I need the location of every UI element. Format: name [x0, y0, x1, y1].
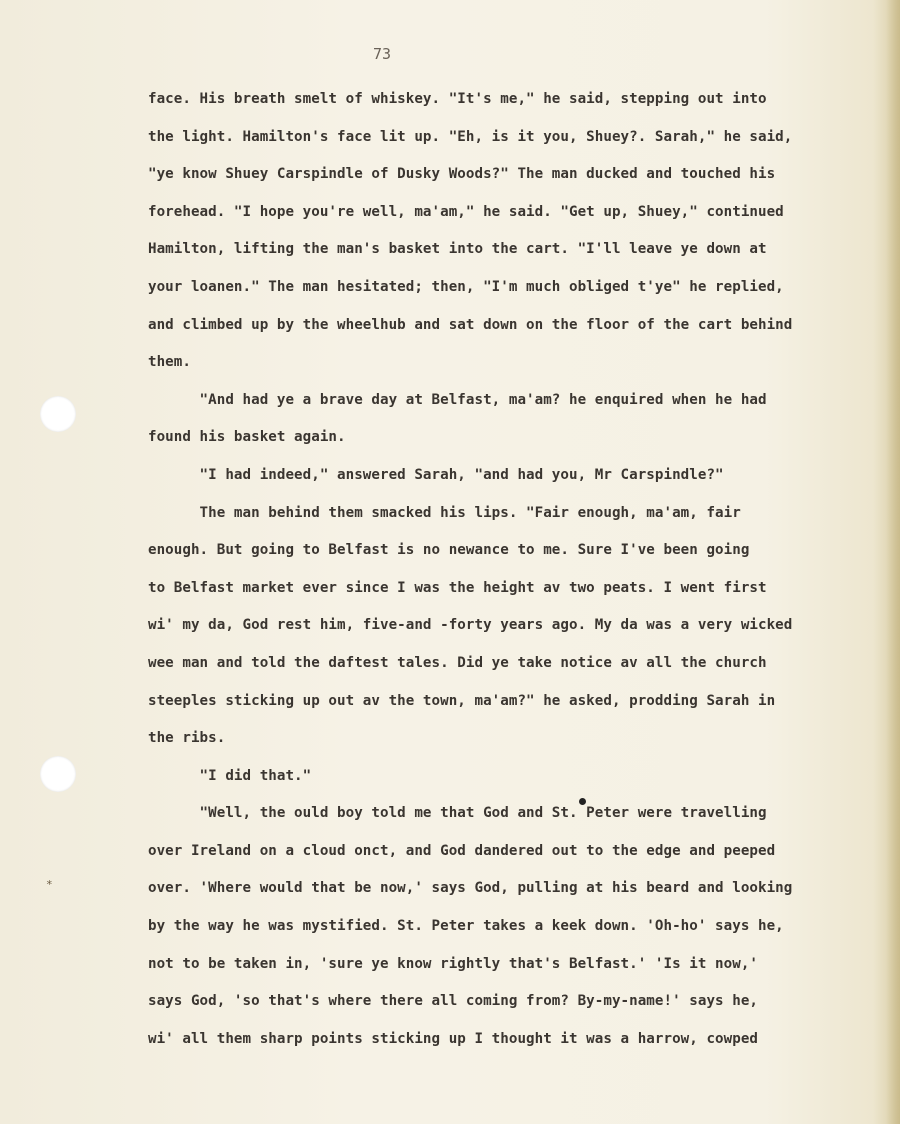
text-line: and climbed up by the wheelhub and sat down on the floor of the cart behind: [148, 316, 793, 333]
text-line: your loanen." The man hesitated; then, "I'm much obliged t'ye" he replied,: [148, 278, 784, 295]
text-line: "I did that.": [148, 767, 312, 784]
ink-dot: [579, 798, 586, 805]
text-line: over. 'Where would that be now,' says God, pulling at his beard and looking: [148, 880, 793, 897]
margin-mark: *: [46, 878, 53, 891]
text-line: found his basket again.: [148, 429, 346, 446]
text-line: The man behind them smacked his lips. "Fair enough, ma'am, fair: [148, 504, 741, 521]
text-line: Hamilton, lifting the man's basket into the cart. "I'll leave ye down at: [148, 241, 767, 258]
text-line: "ye know Shuey Carspindle of Dusky Woods?" The man ducked and touched his: [148, 166, 776, 183]
page-edge-shadow: [886, 0, 900, 1124]
text-line: "I had indeed," answered Sarah, "and had you, Mr Carspindle?": [148, 466, 724, 483]
typed-text-body: [148, 84, 868, 1061]
punch-hole-lower: [40, 756, 76, 792]
text-line: face. His breath smelt of whiskey. "It's me," he said, stepping out into: [148, 91, 767, 107]
text-line: over Ireland on a cloud onct, and God dandered out to the edge and peeped: [148, 842, 776, 859]
text-line: says God, 'so that's where there all coming from? By-my-name!' says he,: [148, 993, 759, 1010]
text-line: "And had ye a brave day at Belfast, ma'am? he enquired when he had: [148, 391, 767, 408]
text-line: wee man and told the daftest tales. Did ye take notice av all the church: [148, 654, 767, 671]
text-line: the ribs.: [148, 730, 226, 747]
text-line: to Belfast market ever since I was the height av two peats. I went first: [148, 579, 767, 596]
text-line: wi' all them sharp points sticking up I thought it was a harrow, cowped: [148, 1030, 759, 1047]
text-line: steeples sticking up out av the town, ma'am?" he asked, prodding Sarah in: [148, 692, 776, 709]
text-line: forehead. "I hope you're well, ma'am," he said. "Get up, Shuey," continued: [148, 203, 784, 220]
text-line: the light. Hamilton's face lit up. "Eh, is it you, Shuey?. Sarah," he said,: [148, 128, 793, 145]
punch-hole-upper: [40, 396, 76, 432]
text-line: enough. But going to Belfast is no newance to me. Sure I've been going: [148, 542, 750, 559]
text-line: not to be taken in, 'sure ye know rightly that's Belfast.' 'Is it now,': [148, 955, 759, 972]
text-line: them.: [148, 354, 191, 371]
page-number: 73: [373, 45, 392, 63]
text-line: wi' my da, God rest him, five-and -forty years ago. My da was a very wicked: [148, 617, 793, 634]
text-line: "Well, the ould boy told me that God and St. Peter were travelling: [148, 805, 767, 822]
text-line: by the way he was mystified. St. Peter takes a keek down. 'Oh-ho' says he,: [148, 918, 784, 935]
